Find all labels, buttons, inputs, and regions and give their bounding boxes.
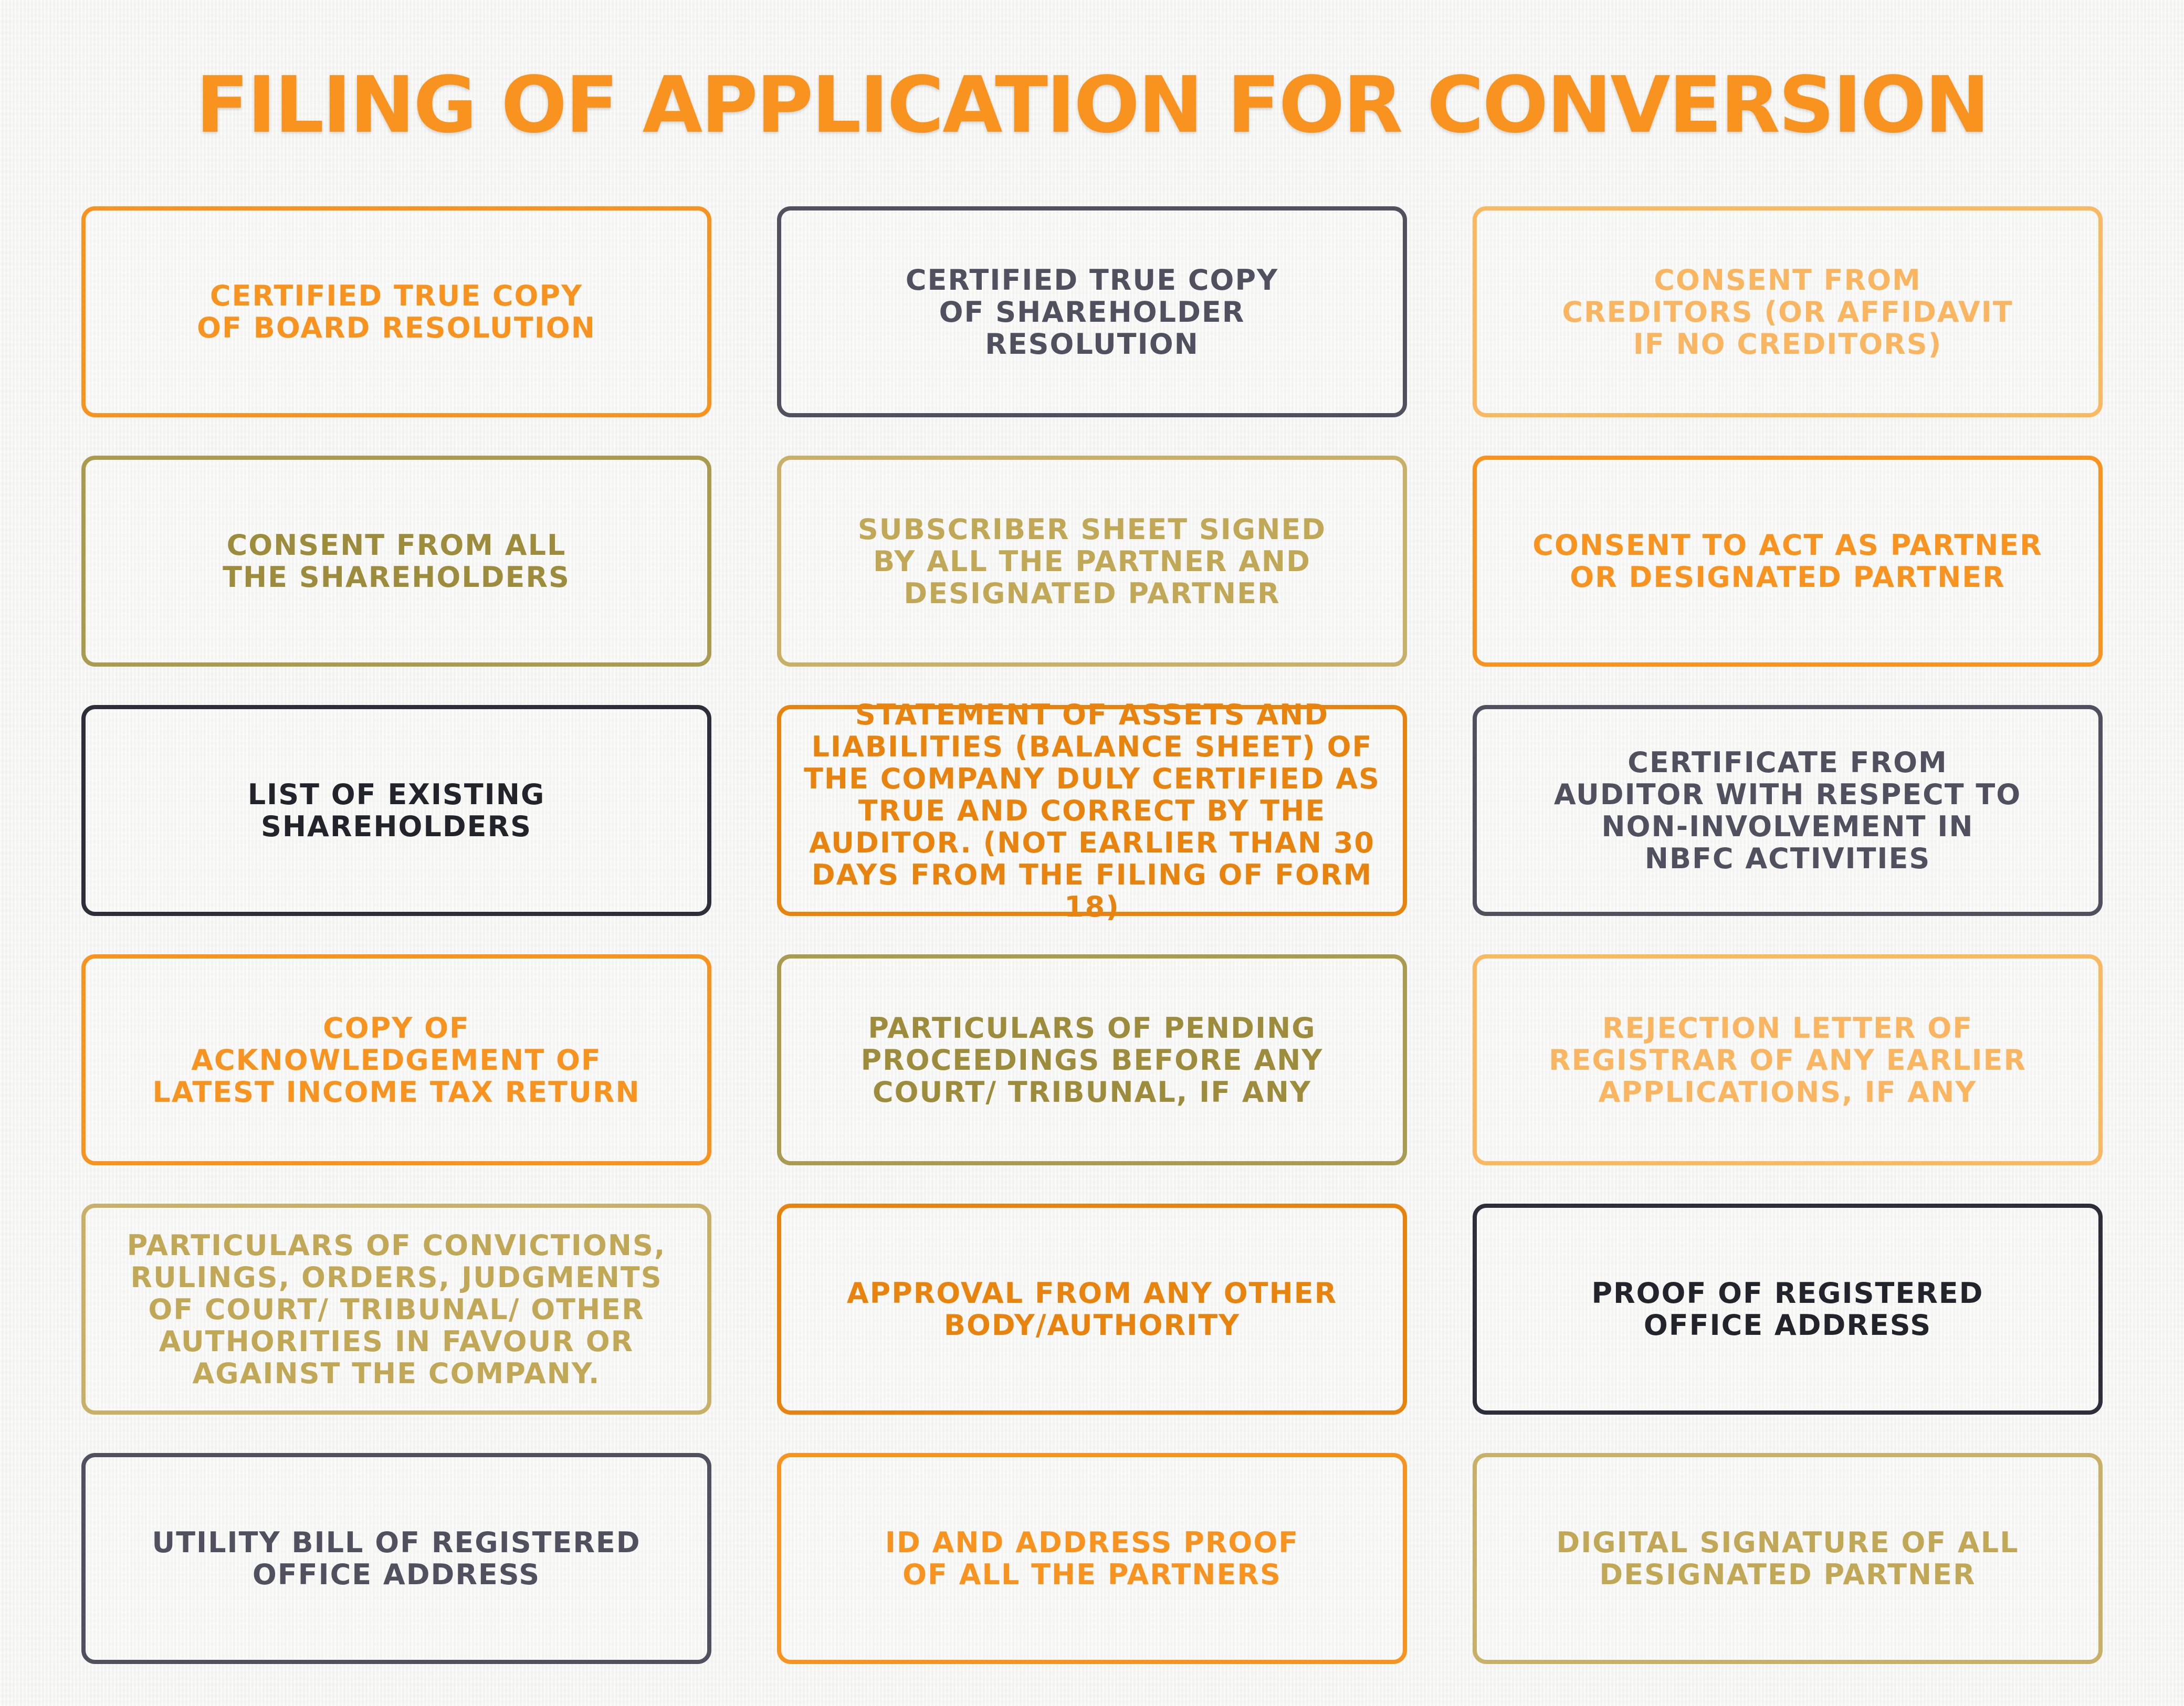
card-label: PARTICULARS OF PENDING PROCEEDINGS BEFORE ANY COURT/ TRIBUNAL, IF ANY — [860, 1011, 1324, 1109]
card-label: CERTIFIED TRUE COPY OF BOARD RESOLUTION — [197, 279, 596, 344]
card-consent-partner — [1473, 456, 2103, 667]
card-label: CONSENT FROM ALL THE SHAREHOLDERS — [223, 529, 570, 594]
card-rejection-letter — [1473, 954, 2103, 1165]
card-label: STATEMENT OF ASSETS AND LIABILITIES (BALANCE SHEET) OF THE COMPANY DULY CERTIFIED AS TRUE AND CORRECT BY THE AUDITOR. (NOT EARLIER THAN 30 DAYS FROM THE FILING OF FORM 18) — [804, 698, 1380, 923]
card-consent-creditors — [1473, 206, 2103, 417]
card-label: CERTIFICATE FROM AUDITOR WITH RESPECT TO NON-INVOLVEMENT IN NBFC ACTIVITIES — [1553, 746, 2022, 875]
page-title: FILING OF APPLICATION FOR CONVERSION — [195, 60, 1989, 150]
card-label: SUBSCRIBER SHEET SIGNED BY ALL THE PARTNER AND DESIGNATED PARTNER — [857, 512, 1327, 610]
card-assets-liabilities — [777, 698, 1407, 923]
card-label: APPROVAL FROM ANY OTHER BODY/AUTHORITY — [846, 1277, 1338, 1342]
card-existing-shareholders — [81, 705, 711, 916]
card-pending-proceedings — [777, 954, 1407, 1165]
card-label: CERTIFIED TRUE COPY OF SHAREHOLDER RESOLUTION — [905, 263, 1279, 361]
card-label: UTILITY BILL OF REGISTERED OFFICE ADDRESS — [152, 1526, 641, 1591]
card-board-resolution — [81, 206, 711, 417]
card-convictions — [81, 1204, 711, 1415]
card-registered-office-proof — [1473, 1204, 2103, 1415]
card-digital-signature — [1473, 1453, 2103, 1664]
card-shareholder-resolution — [777, 206, 1407, 417]
card-label: DIGITAL SIGNATURE OF ALL DESIGNATED PARTNER — [1556, 1526, 2019, 1591]
card-label: REJECTION LETTER OF REGISTRAR OF ANY EARLIER APPLICATIONS, IF ANY — [1548, 1011, 2027, 1109]
card-label: CONSENT FROM CREDITORS (OR AFFIDAVIT IF NO CREDITORS) — [1562, 263, 2013, 361]
card-auditor-certificate — [1473, 705, 2103, 916]
card-label: ID AND ADDRESS PROOF OF ALL THE PARTNERS — [885, 1526, 1299, 1591]
card-subscriber-sheet — [777, 456, 1407, 667]
card-label: PARTICULARS OF CONVICTIONS, RULINGS, ORDERS, JUDGMENTS OF COURT/ TRIBUNAL/ OTHER AUTHORITIES IN FAVOUR OR AGAINST THE COMPANY. — [127, 1228, 666, 1390]
card-utility-bill — [81, 1453, 711, 1664]
document-grid — [81, 206, 2103, 1664]
card-label: LIST OF EXISTING SHAREHOLDERS — [247, 778, 545, 843]
card-label: CONSENT TO ACT AS PARTNER OR DESIGNATED PARTNER — [1532, 529, 2043, 594]
card-income-tax-return — [81, 954, 711, 1165]
card-label: PROOF OF REGISTERED OFFICE ADDRESS — [1591, 1277, 1984, 1342]
card-consent-shareholders — [81, 456, 711, 667]
card-approval-authority — [777, 1204, 1407, 1415]
card-id-address-proof — [777, 1453, 1407, 1664]
card-label: COPY OF ACKNOWLEDGEMENT OF LATEST INCOME TAX RETURN — [152, 1011, 640, 1109]
